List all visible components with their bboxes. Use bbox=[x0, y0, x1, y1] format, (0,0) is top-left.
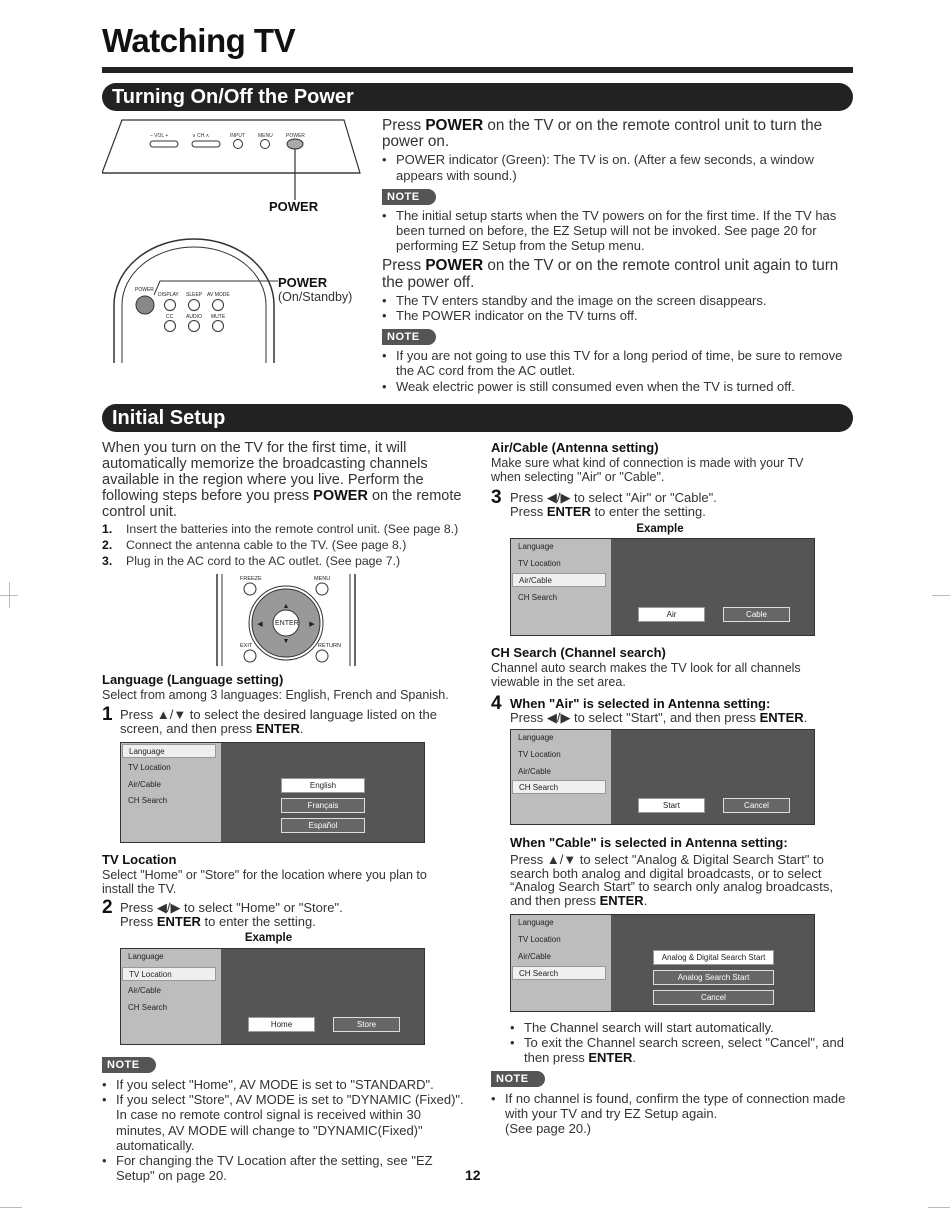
language-menu-screen bbox=[120, 742, 425, 843]
step-2-number: 2 bbox=[102, 897, 113, 918]
remote-audio-label: AUDIO bbox=[186, 314, 202, 320]
menu-label-remote: MENU bbox=[314, 576, 331, 582]
note-initial-setup: • The initial setup starts when the TV powers on for the first time. If the TV has been turned on before, the EZ Setup will not be invoked. See page 20 for performing EZ Setup from the Setup menu. bbox=[382, 208, 852, 254]
option-cable[interactable]: Cable bbox=[723, 607, 790, 622]
svg-text:◀: ◀ bbox=[257, 621, 263, 628]
ch-search-air-menu-screen bbox=[510, 729, 815, 825]
note-badge: NOTE bbox=[491, 1071, 545, 1087]
page-number: 12 bbox=[465, 1167, 481, 1183]
menu-item-ch-search[interactable]: CH Search bbox=[518, 593, 558, 602]
exit-label: EXIT bbox=[240, 643, 253, 649]
svg-text:▶: ▶ bbox=[309, 621, 315, 628]
freeze-label: FREEZE bbox=[240, 576, 262, 582]
section-header-initial-setup: Initial Setup bbox=[102, 404, 853, 432]
crop-mark bbox=[9, 582, 10, 608]
list-item: • If you select "Home", AV MODE is set to "STANDARD". bbox=[102, 1077, 467, 1092]
step-1-text: Press ▲/▼ to select the desired language listed on the screen, and then press ENTER. bbox=[120, 707, 437, 736]
power-indicator-bullet: • POWER indicator (Green): The TV is on. (After a few seconds, a window appears with sound.) bbox=[382, 152, 852, 182]
menu-item-language[interactable]: Language bbox=[518, 542, 554, 551]
menu-item-ch-search[interactable]: CH Search bbox=[512, 780, 606, 794]
list-item: • To exit the Channel search screen, select "Cancel", and then press ENTER. bbox=[510, 1035, 855, 1065]
crop-mark bbox=[932, 595, 950, 596]
option-analog-digital-search[interactable]: Analog & Digital Search Start bbox=[653, 950, 774, 965]
remote-power-caption: POWER bbox=[278, 275, 328, 290]
step-3-number: 3 bbox=[491, 487, 502, 508]
indicator-off-bullet: • The POWER indicator on the TV turns off. bbox=[382, 308, 852, 323]
remote-top-illustration bbox=[110, 235, 285, 365]
option-store[interactable]: Store bbox=[333, 1017, 400, 1032]
menu-item-air-cable[interactable]: Air/Cable bbox=[512, 573, 606, 587]
menu-item-language[interactable]: Language bbox=[518, 918, 554, 927]
remote-power-label: POWER bbox=[135, 287, 154, 293]
setup-intro: When you turn on the TV for the first time, it will automatically memorize the broadcasting channels available in the region where you live. Perform the following steps before you press POWER on the remote control unit. bbox=[102, 440, 462, 520]
cable-heading: When "Cable" is selected in Antenna setting: bbox=[510, 835, 788, 850]
menu-item-air-cable[interactable]: Air/Cable bbox=[128, 780, 161, 789]
menu-item-tv-location[interactable]: TV Location bbox=[518, 935, 561, 944]
remote-cc-label: CC bbox=[166, 314, 174, 320]
step-4-text: When "Air" is selected in Antenna setting: Press ◀/▶ to select "Start", and then press ENTER. bbox=[510, 696, 808, 725]
section-header-power: Turning On/Off the Power bbox=[102, 83, 853, 111]
remote-avmode-label: AV MODE bbox=[207, 292, 230, 298]
example-label: Example bbox=[244, 932, 293, 944]
tv-location-menu-screen bbox=[120, 948, 425, 1045]
list-item: • If you select "Store", AV MODE is set to "DYNAMIC (Fixed)". In case no remote control signal is received within 30 minutes, AV MODE will change to "DYNAMIC(Fixed)" automatically. bbox=[102, 1092, 467, 1153]
menu-item-ch-search[interactable]: CH Search bbox=[128, 1003, 168, 1012]
list-item: 3. Plug in the AC cord to the AC outlet. (See page 7.) bbox=[102, 554, 401, 568]
tv-location-title: TV Location bbox=[102, 852, 177, 867]
list-item: 1. Insert the batteries into the remote control unit. (See page 8.) bbox=[102, 522, 459, 536]
menu-item-tv-location[interactable]: TV Location bbox=[518, 559, 561, 568]
vol-label: – VOL + bbox=[150, 133, 169, 139]
svg-text:▲: ▲ bbox=[282, 603, 290, 610]
option-analog-search[interactable]: Analog Search Start bbox=[653, 970, 774, 985]
press-power-off: Press POWER on the TV or on the remote control unit again to turn the power off. bbox=[382, 257, 839, 291]
air-cable-title: Air/Cable (Antenna setting) bbox=[491, 440, 659, 455]
prep-steps-list bbox=[102, 521, 472, 569]
menu-item-air-cable[interactable]: Air/Cable bbox=[518, 767, 551, 776]
remote-power-caption2: (On/Standby) bbox=[278, 290, 353, 304]
menu-item-tv-location[interactable]: TV Location bbox=[128, 763, 171, 772]
note-badge: NOTE bbox=[102, 1057, 156, 1073]
option-home[interactable]: Home bbox=[248, 1017, 315, 1032]
note-long-period: • If you are not going to use this TV for a long period of time, be sure to remove the AC cord from the AC outlet. bbox=[382, 348, 852, 378]
menu-item-tv-location[interactable]: TV Location bbox=[122, 967, 216, 981]
ch-search-cable-menu-screen bbox=[510, 914, 815, 1012]
option-air[interactable]: Air bbox=[638, 607, 705, 622]
menu-label: MENU bbox=[258, 133, 273, 139]
air-cable-desc: Make sure what kind of connection is made with your TV when selecting "Air" or "Cable". bbox=[491, 456, 804, 484]
menu-item-language[interactable]: Language bbox=[122, 744, 216, 758]
menu-item-air-cable[interactable]: Air/Cable bbox=[128, 986, 161, 995]
cable-text: Press ▲/▼ to select "Analog & Digital Search Start" to search both analog and digital broadcasts, or to select “Analog Search Start” to search only analog broadcasts, and then press ENTER. bbox=[510, 852, 834, 908]
list-item: • If no channel is found, confirm the type of connection made with your TV and try EZ Setup again. (See page 20.) bbox=[491, 1091, 856, 1137]
option-francais[interactable]: Français bbox=[281, 798, 365, 813]
menu-item-ch-search[interactable]: CH Search bbox=[512, 966, 606, 980]
option-cancel[interactable]: Cancel bbox=[723, 798, 790, 813]
input-label: INPUT bbox=[230, 133, 245, 139]
power-caption: POWER bbox=[269, 199, 319, 214]
tv-panel-illustration bbox=[102, 115, 362, 225]
crop-mark bbox=[0, 1207, 22, 1208]
list-item: 2. Connect the antenna cable to the TV. (See page 8.) bbox=[102, 538, 407, 552]
remote-display-label: DISPLAY bbox=[158, 292, 179, 298]
option-espanol[interactable]: Español bbox=[281, 818, 365, 833]
page-title: Watching TV bbox=[102, 22, 296, 59]
option-english[interactable]: English bbox=[281, 778, 365, 793]
return-label: RETURN bbox=[318, 643, 341, 649]
remote-sleep-label: SLEEP bbox=[186, 292, 203, 298]
ch-search-title: CH Search (Channel search) bbox=[491, 645, 666, 660]
enter-label: ENTER bbox=[275, 620, 299, 627]
step-2-text: Press ◀/▶ to select "Home" or "Store". Press ENTER to enter the setting. bbox=[120, 900, 343, 929]
list-item: • The Channel search will start automatically. bbox=[510, 1020, 855, 1035]
menu-item-tv-location[interactable]: TV Location bbox=[518, 750, 561, 759]
standby-bullet: • The TV enters standby and the image on the screen disappears. bbox=[382, 293, 852, 308]
menu-item-ch-search[interactable]: CH Search bbox=[128, 796, 168, 805]
menu-item-language[interactable]: Language bbox=[518, 733, 554, 742]
note-weak-power: • Weak electric power is still consumed even when the TV is turned off. bbox=[382, 379, 852, 394]
language-desc: Select from among 3 languages: English, French and Spanish. bbox=[102, 688, 449, 702]
option-cancel[interactable]: Cancel bbox=[653, 990, 774, 1005]
ch-label: ∨ CH ∧ bbox=[192, 133, 210, 139]
tv-location-notes bbox=[102, 1077, 467, 1183]
step-3-text: Press ◀/▶ to select "Air" or "Cable". Press ENTER to enter the setting. bbox=[510, 490, 717, 519]
list-item: • For changing the TV Location after the setting, see "EZ Setup" on page 20. bbox=[102, 1153, 467, 1183]
language-title: Language (Language setting) bbox=[102, 672, 284, 687]
step-1-number: 1 bbox=[102, 704, 113, 725]
step-4-number: 4 bbox=[491, 693, 502, 714]
menu-item-language[interactable]: Language bbox=[128, 952, 164, 961]
example-label: Example bbox=[636, 523, 684, 535]
svg-text:▼: ▼ bbox=[282, 638, 290, 645]
crop-mark bbox=[928, 1207, 950, 1208]
air-cable-menu-screen bbox=[510, 538, 815, 636]
note-badge: NOTE bbox=[382, 189, 436, 205]
title-rule bbox=[102, 67, 853, 73]
remote-mute-label: MUTE bbox=[211, 314, 226, 320]
tv-location-desc: Select "Home" or "Store" for the location where you plan to install the TV. bbox=[102, 868, 427, 896]
ch-search-desc: Channel auto search makes the TV look for all channels viewable in the set area. bbox=[491, 661, 801, 689]
option-start[interactable]: Start bbox=[638, 798, 705, 813]
press-power-on: Press POWER on the TV or on the remote control unit to turn the power on. bbox=[382, 117, 823, 151]
menu-item-air-cable[interactable]: Air/Cable bbox=[518, 952, 551, 961]
note-badge: NOTE bbox=[382, 329, 436, 345]
power-label-tv: POWER bbox=[286, 133, 305, 139]
final-note bbox=[491, 1091, 856, 1137]
